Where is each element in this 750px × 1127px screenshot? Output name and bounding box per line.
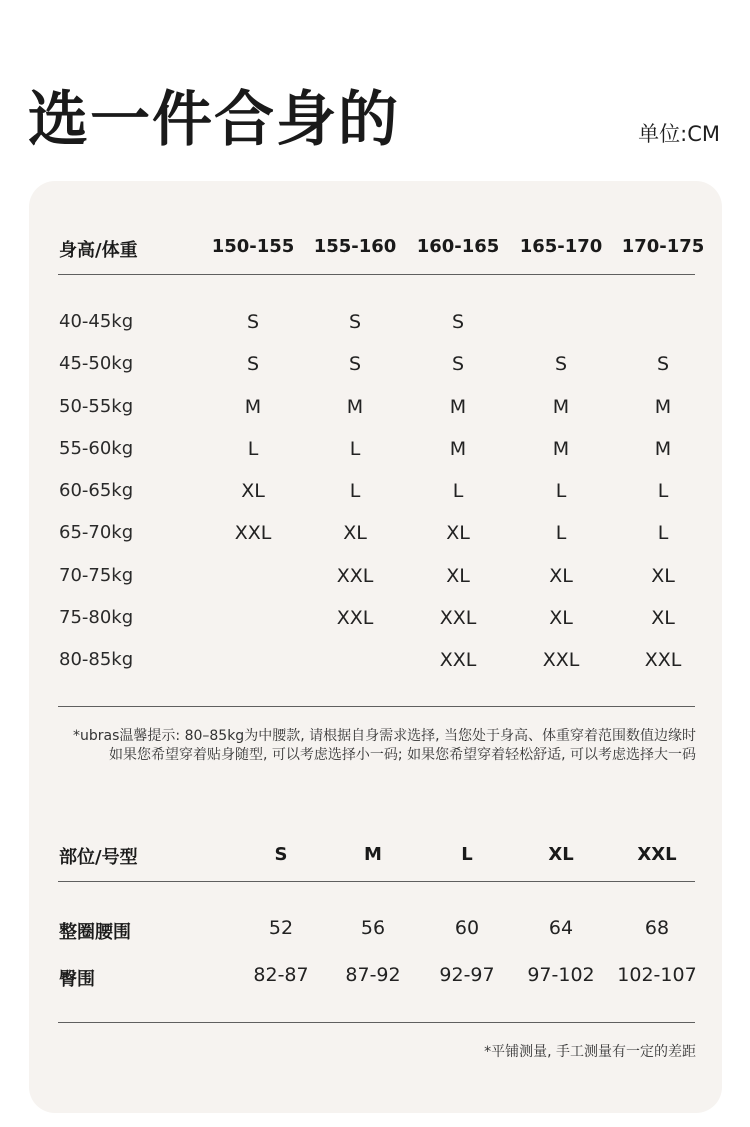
size-cell: L — [452, 480, 464, 502]
size-cell: S — [348, 353, 362, 375]
size-cell: S — [348, 311, 362, 333]
size-cell: L — [555, 522, 567, 544]
size-cell: XL — [651, 565, 675, 587]
measure-table-header-divider — [58, 881, 695, 882]
height-column-header: 160-165 — [416, 236, 500, 257]
size-column-header: S — [274, 844, 288, 865]
weight-row-label: 45-50kg — [59, 353, 134, 374]
size-chart-card — [29, 181, 722, 1113]
size-cell: L — [349, 480, 361, 502]
size-column-header: L — [461, 844, 473, 865]
size-table-header-divider — [58, 274, 695, 275]
size-column-header: XXL — [637, 844, 677, 865]
measure-cell: 56 — [360, 917, 386, 939]
weight-row-label: 65-70kg — [59, 522, 134, 543]
measure-cell: 60 — [454, 917, 480, 939]
weight-row-label: 50-55kg — [59, 396, 134, 417]
measurement-footnote: *平铺测量, 手工测量有一定的差距 — [484, 1044, 696, 1060]
weight-row-label: 80-85kg — [59, 649, 134, 670]
size-cell: M — [552, 396, 570, 418]
measure-row-label: 臀围 — [59, 969, 95, 990]
size-cell: S — [246, 311, 260, 333]
size-cell: XXL — [336, 607, 374, 629]
size-cell: L — [247, 438, 259, 460]
measure-cell: 97-102 — [527, 964, 595, 986]
weight-row-label: 70-75kg — [59, 565, 134, 586]
size-cell: L — [657, 480, 669, 502]
size-table-bottom-divider — [58, 706, 695, 707]
size-cell: XL — [549, 607, 573, 629]
unit-label: 单位:CM — [638, 122, 720, 146]
size-cell: S — [656, 353, 670, 375]
size-cell: XL — [549, 565, 573, 587]
size-cell: XXL — [439, 607, 477, 629]
weight-row-label: 60-65kg — [59, 480, 134, 501]
size-cell: XL — [343, 522, 367, 544]
measure-row-label: 整圈腰围 — [59, 922, 131, 943]
measure-cell: 52 — [268, 917, 294, 939]
size-column-header: M — [364, 844, 382, 865]
size-cell: XXL — [542, 649, 580, 671]
height-column-header: 170-175 — [621, 236, 705, 257]
measure-cell: 64 — [548, 917, 574, 939]
size-cell: XXL — [234, 522, 272, 544]
size-cell: M — [552, 438, 570, 460]
size-cell: S — [554, 353, 568, 375]
weight-row-label: 40-45kg — [59, 311, 134, 332]
size-cell: XL — [446, 522, 470, 544]
size-cell: L — [349, 438, 361, 460]
height-column-header: 165-170 — [519, 236, 603, 257]
size-cell: L — [555, 480, 567, 502]
sizing-tip-line1: *ubras温馨提示: 80–85kg为中腰款, 请根据自身需求选择, 当您处于身高、体重穿着范围数值边缘时 — [73, 728, 696, 744]
measure-cell: 87-92 — [345, 964, 401, 986]
height-column-header: 150-155 — [211, 236, 295, 257]
measure-table-corner-label: 部位/号型 — [59, 847, 138, 868]
size-cell: XL — [241, 480, 265, 502]
size-cell: XL — [446, 565, 470, 587]
size-cell: M — [654, 396, 672, 418]
measure-table-bottom-divider — [58, 1022, 695, 1023]
height-column-header: 155-160 — [313, 236, 397, 257]
size-column-header: XL — [548, 844, 574, 865]
page-title: 选一件合身的 — [28, 85, 400, 155]
size-cell: XL — [651, 607, 675, 629]
measure-cell: 102-107 — [617, 964, 697, 986]
size-cell: M — [449, 396, 467, 418]
size-cell: M — [244, 396, 262, 418]
size-cell: XXL — [644, 649, 682, 671]
weight-row-label: 55-60kg — [59, 438, 134, 459]
size-cell: S — [451, 353, 465, 375]
size-cell: S — [246, 353, 260, 375]
measure-cell: 92-97 — [439, 964, 495, 986]
size-table-corner-label: 身高/体重 — [59, 240, 138, 261]
sizing-tip-line2: 如果您希望穿着贴身随型, 可以考虑选择小一码; 如果您希望穿着轻松舒适, 可以考虑选择大一码 — [109, 747, 696, 763]
size-cell: XXL — [439, 649, 477, 671]
size-cell: M — [346, 396, 364, 418]
size-cell: M — [654, 438, 672, 460]
measure-cell: 68 — [644, 917, 670, 939]
weight-row-label: 75-80kg — [59, 607, 134, 628]
measure-cell: 82-87 — [253, 964, 309, 986]
size-cell: M — [449, 438, 467, 460]
size-cell: XXL — [336, 565, 374, 587]
size-cell: S — [451, 311, 465, 333]
size-cell: L — [657, 522, 669, 544]
